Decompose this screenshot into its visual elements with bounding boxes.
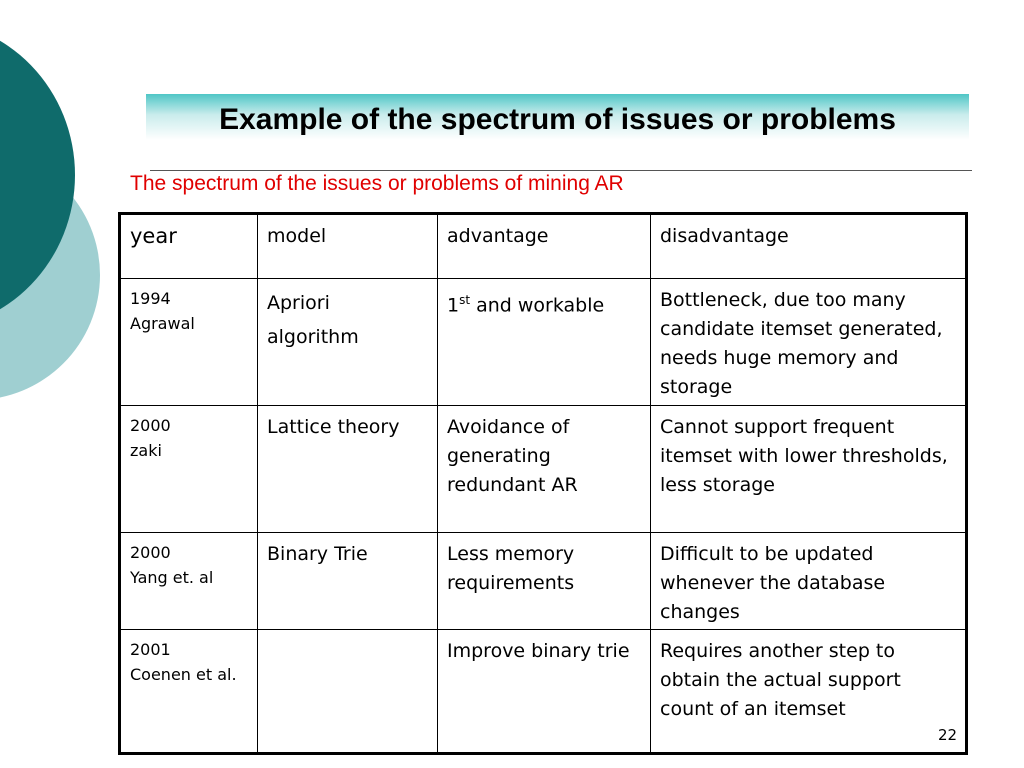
spectrum-table <box>118 212 968 755</box>
year-value: 2001 <box>130 640 171 659</box>
disadvantage-cell: Difficult to be updated whenever the database changes <box>651 533 967 630</box>
disadvantage-cell: Bottleneck, due too many candidate itemset generated, needs huge memory and storage <box>651 279 967 406</box>
model-cell: Lattice theory <box>258 406 438 533</box>
author-value: zaki <box>130 441 162 460</box>
author-value: Yang et. al <box>130 568 214 587</box>
year-value: 2000 <box>130 543 171 562</box>
disadvantage-cell: Requires another step to obtain the actual support count of an itemset <box>651 630 967 754</box>
author-value: Agrawal <box>130 314 195 333</box>
advantage-cell: Improve binary trie <box>438 630 651 754</box>
header-disadvantage: disadvantage <box>651 214 967 279</box>
header-model: model <box>258 214 438 279</box>
table-header-row <box>120 214 967 279</box>
model-cell: Binary Trie <box>258 533 438 630</box>
year-cell <box>120 406 258 533</box>
advantage-cell <box>438 279 651 406</box>
advantage-cell: Avoidance of generating redundant AR <box>438 406 651 533</box>
table-row <box>120 279 967 406</box>
slide-subtitle: The spectrum of the issues or problems of mining AR <box>130 172 624 195</box>
model-cell <box>258 279 438 406</box>
year-value: 1994 <box>130 289 171 308</box>
advantage-number: 1 <box>447 294 460 317</box>
year-cell <box>120 630 258 754</box>
table-row <box>120 406 967 533</box>
model-cell <box>258 630 438 754</box>
year-cell <box>120 533 258 630</box>
header-advantage: advantage <box>438 214 651 279</box>
model-line: Apriori <box>267 292 330 314</box>
advantage-superscript: st <box>459 293 471 307</box>
header-year: year <box>120 214 258 279</box>
table-row <box>120 533 967 630</box>
advantage-text: and workable <box>470 294 605 317</box>
page-number: 22 <box>938 726 958 744</box>
year-cell <box>120 279 258 406</box>
author-value: Coenen et al. <box>130 665 237 684</box>
title-divider <box>150 170 972 171</box>
model-line: algorithm <box>267 326 359 348</box>
slide-title: Example of the spectrum of issues or problems <box>219 103 896 136</box>
year-value: 2000 <box>130 416 171 435</box>
advantage-cell: Less memory requirements <box>438 533 651 630</box>
table-row <box>120 630 967 754</box>
disadvantage-cell: Cannot support frequent itemset with lower thresholds, less storage <box>651 406 967 533</box>
